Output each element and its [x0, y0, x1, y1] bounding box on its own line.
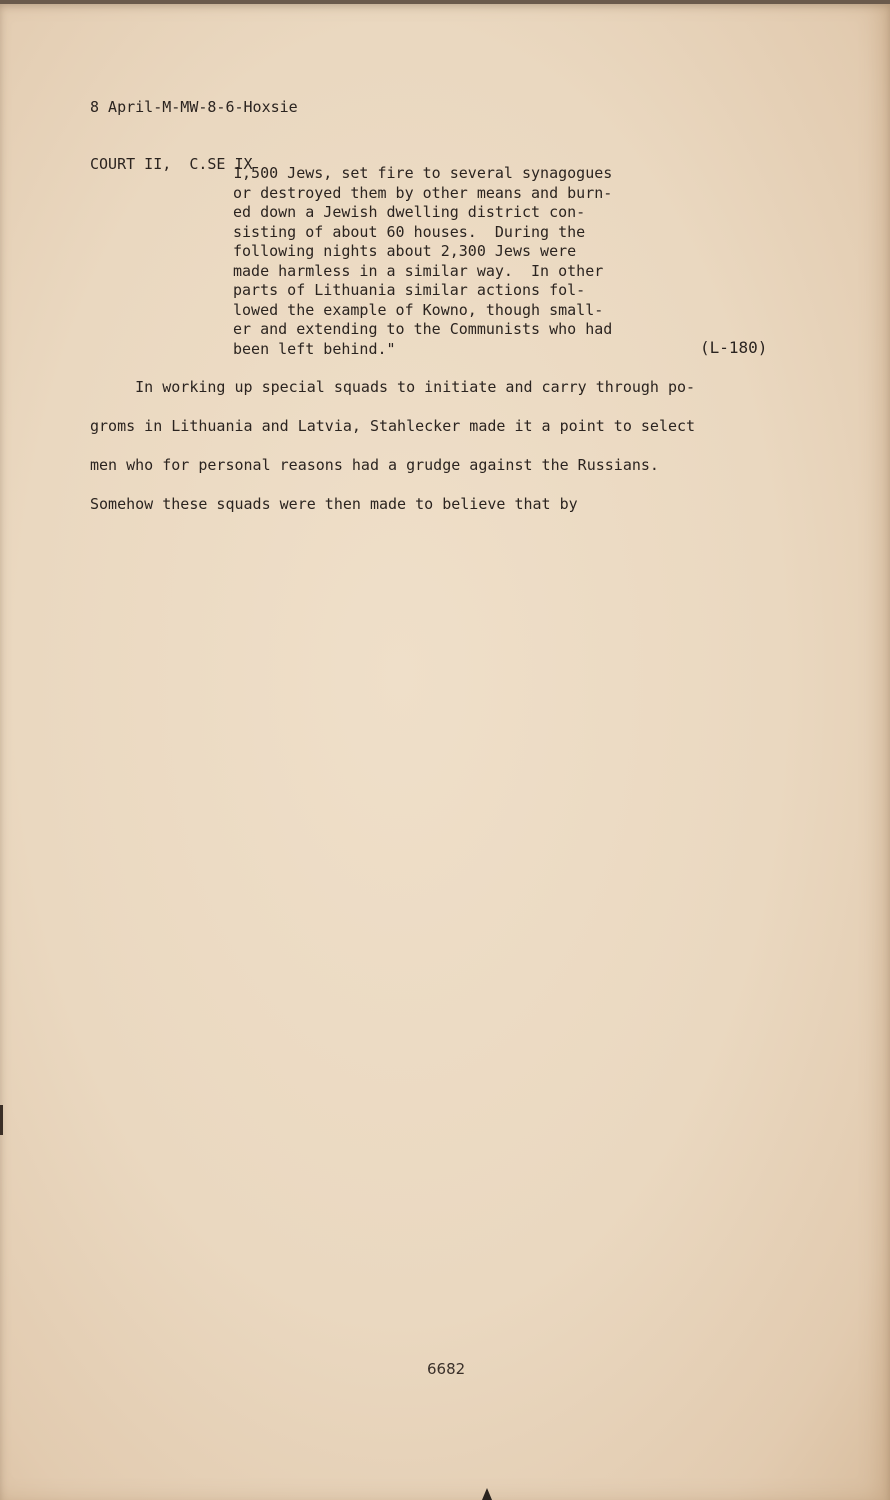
body-line: In working up special squads to initiate and carry through po-: [90, 378, 696, 396]
page-edge-mark: [0, 1105, 3, 1135]
header-line-2: COURT II, C.SE IX: [90, 155, 253, 173]
body-line: men who for personal reasons had a grudge against the Russians.: [90, 456, 659, 474]
quote-line: following nights about 2,300 Jews were: [233, 242, 577, 260]
page-number: 6682: [427, 1360, 466, 1378]
quote-line: parts of Lithuania similar actions fol-: [233, 281, 586, 299]
quote-line: sisting of about 60 houses. During the: [233, 222, 586, 241]
body-line: Somehow these squads were then made to believe that by: [90, 495, 578, 513]
body-paragraph: [90, 378, 790, 534]
quote-line: er and extending to the Communists who had: [233, 320, 613, 338]
block-quote: [233, 164, 653, 359]
quote-line: lowed the example of Kowno, though small-: [233, 300, 604, 319]
quote-citation: (L-180): [700, 338, 768, 357]
binding-mark: [482, 1488, 492, 1500]
quote-line: 1,500 Jews, set fire to several synagogues: [233, 164, 613, 182]
page-top-edge: [0, 0, 890, 4]
body-line: groms in Lithuania and Latvia, Stahlecker made it a point to select: [90, 417, 696, 435]
quote-line: or destroyed them by other means and burn-: [233, 183, 613, 202]
quote-line: ed down a Jewish dwelling district con-: [233, 203, 586, 221]
header-line-1: 8 April-M-MW-8-6-Hoxsie: [90, 98, 298, 116]
quote-line: been left behind.": [233, 339, 396, 358]
quote-line: made harmless in a similar way. In other: [233, 261, 604, 280]
